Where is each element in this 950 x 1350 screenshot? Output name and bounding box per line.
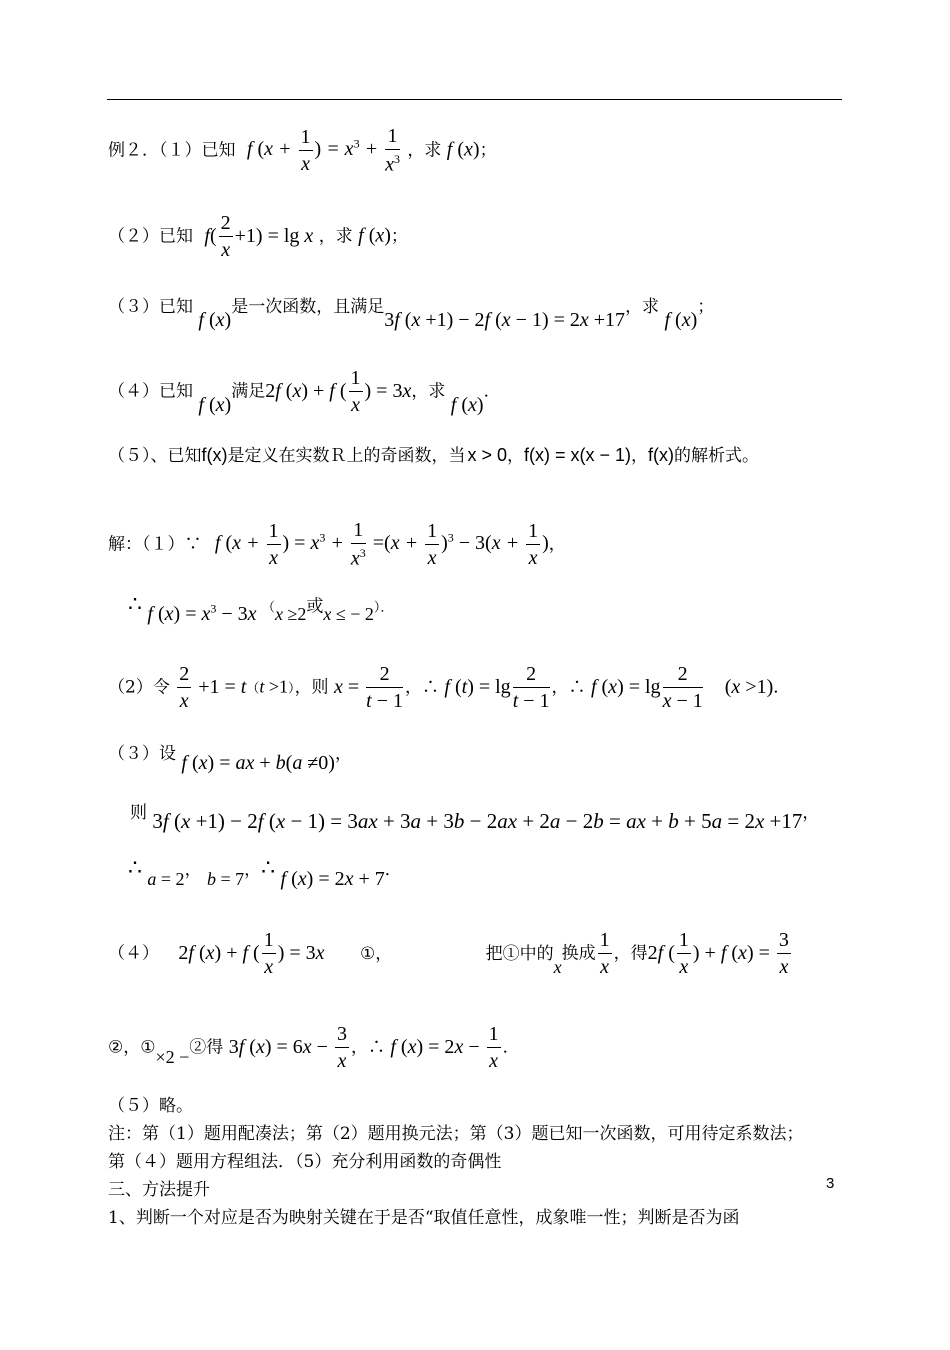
sol-part5: （５）略。 [108,1096,193,1116]
ex2-part3-equation: 3f (x +1) − 2f (x − 1) = 2x +17 [384,309,626,331]
ex2-part5-fx2: f(x) [648,445,675,465]
ex2-part4-ask: ，求 [411,381,446,402]
sol-part4-text2: 换成 [561,943,596,964]
ex2-part3-fx: f (x) [198,309,232,331]
sol-part2-sub: $\frac{2}{x}$ +1 = t [179,663,247,712]
ex2-part1: 例２．（１）已知 f (x + $\frac{1}{x}$ ) = $x^3$ + $\frac{1}{x^3}$ ，求 f (x)； [108,125,497,176]
sol-part4: （４） 2f (x) + f ( $\frac{1}{x}$ ) = 3x ①， 把①中的x换成 $\frac{1}{x}$ ，得2f ( $\frac{1}{x}$ ) + f (x) = $\frac{3}{x}$ [108,930,793,978]
sol-part2-label: （2）令 [108,677,170,698]
sol-part4-text3: ，得 [613,943,648,964]
sol-part4-mark2: ②，① [108,1037,156,1058]
ex2-part5-fx: f(x) [201,445,228,465]
sol-part4-eq2: 2f ( $\frac{1}{x}$ ) + f (x) = $\frac{3}{x}$ [647,929,789,978]
sol-part1-equation: f (x + $\frac{1}{x}$ ) = $x^3$ + $\frac{1}{x^3}$ =(x + $\frac{1}{x}$ )$^3$ − 3(x + $\frac{1}{x}$ ) [214,519,549,570]
sol-part1: 解：（１）∵ f (x + $\frac{1}{x}$ ) = $x^3$ + $\frac{1}{x^3}$ =(x + $\frac{1}{x}$ )$^3$ − 3(x + $\frac{1}{x}$ )， [108,519,566,570]
ex2-part3-target: f (x) [664,309,698,331]
sol-part4-eq1: 2f (x) + f ( $\frac{1}{x}$ ) = 3x [178,929,325,978]
sol-part1-or: 或 [306,596,324,617]
sol-part4-text1: 把①中的 [485,943,554,964]
ex2-part2-equation: f( $\frac{2}{x}$ +1) = lg x [204,212,314,261]
ex2-part1-ask: ，求 [407,140,442,161]
ex2-part4-label: （４）已知 [108,381,193,402]
sol-part2-then: ，则 [294,677,329,698]
ex2-part4-mid: 满足 [231,381,266,402]
sol-part2-ft: f (t) = lg $\frac{2}{t - 1}$ [444,663,550,712]
sol-part1-fx: f $(x) = x^3 - 3x$ [147,601,257,625]
sol-part2-x: x = $\frac{2}{t - 1}$ [333,663,403,712]
sol-part1-result: ∴ f $(x) = x^3 - 3x$ （x ≥2或x ≤ − 2）． [128,592,394,625]
ex2-part5-label: （５）、已知 [108,446,202,466]
ex2-part3-mid: 是一次函数，且满足 [231,297,385,317]
section-item-1: 1、判断一个对应是否为映射关键在于是否“取值任意性，成象唯一性；判断是否为函 [108,1208,740,1228]
ex2-part1-target: f (x) [446,138,480,161]
ex2-part4-target: f (x) [450,393,484,416]
sol-part3-expand: 则 3f (x +1) − 2f (x − 1) = 3ax + 3a + 3b − 2ax + 2a − 2b = ax + b + 5a = 2x +17， [130,803,820,833]
section-title: 三、方法提升 [108,1180,210,1200]
sol-part3-then: 则 [130,803,147,823]
ex2-part2-ask: ，求 [318,226,353,247]
sol-part4-result: ②，①×2 −②得 3f (x) = 6x − $\frac{3}{x}$ ，∴ f (x) = 2x − $\frac{1}{x}$ ． [108,1023,520,1072]
sol-part4-label: （４） [108,943,159,964]
sol-part4-mark1: ①， [359,943,393,964]
sol-part3-label: （３）设 [108,744,176,764]
ex2-part3: （３）已知 f (x)是一次函数，且满足3f (x +1) − 2f (x − 1) = 2x +17，求 f (x)； [108,297,715,331]
ex2-part1-equation: f (x + $\frac{1}{x}$ ) = $x^3$ + $\frac{1}{x^3}$ [246,125,400,176]
sol-part4-text4: ②得 [189,1037,224,1058]
sol-part2: （2）令 $\frac{2}{x}$ +1 = t（t >1），则 x = $\frac{2}{t - 1}$ ，∴ f (t) = lg $\frac{2}{t - 1}$ ，∴ f (x) = lg $\frac{2}{x - 1}$ (x >1)． [108,663,791,712]
ex2-part2-target: f (x) [358,224,391,247]
ex2-part5: （５）、已知f(x)是定义在实数Ｒ上的奇函数，当 x > 0，f(x) = x(x − 1)，f(x)的解析式。 [108,445,760,466]
ex2-part5-ask: 的解析式。 [674,446,760,466]
header-rule [107,99,842,100]
page-number: 3 [826,1175,835,1192]
note-line1: 注：第（1）题用配凑法；第（2）题用换元法；第（3）题已知一次函数，可用待定系数法； [108,1124,804,1144]
ex2-part2: （２）已知 f( $\frac{2}{x}$ +1) = lg x ，求 f (x)； [108,212,408,261]
sol-part3-equation: 3f (x +1) − 2f (x − 1) = 3ax + 3a + 3b − 2ax + 2a − 2b = ax + b + 5a = 2x +17 [152,809,803,833]
ex2-part3-ask: ，求 [625,297,660,317]
sol-part3-b: b = 7 [206,869,245,889]
ex2-part2-label: （２）已知 [108,226,193,247]
sol-part2-fx: f (x) = lg $\frac{2}{x - 1}$ (x >1) [590,663,774,712]
sol-label: 解：（１） [108,534,185,555]
note-line2: 第（４）题用方程组法．（5）充分利用函数的奇偶性 [108,1152,502,1172]
ex2-part5-text: 是定义在实数Ｒ上的奇函数，当 [227,446,466,466]
sol-part3: （３）设 f (x) = ax + b(a ≠0)， [108,744,352,774]
sol-part4-fx: f (x) = 2x − $\frac{1}{x}$ [390,1023,499,1072]
ex2-part4-equation: 2f (x) + f ( $\frac{1}{x}$ ) = 3x [265,367,412,416]
sol-part3-fx: f (x) = 2x + 7 [280,868,385,890]
ex2-part4-fx: f (x) [198,393,232,416]
ex2-part5-cond: x > 0 [467,445,508,465]
sol-part3-result: ∴ a = 2， b = 7，∴ f (x) = 2x + 7． [128,856,402,890]
sol-part1-therefore: ∴ [128,592,142,618]
sol-part4-eq3: 3f (x) = 6x − $\frac{3}{x}$ [228,1023,347,1072]
ex2-part1-label: 例２．（１）已知 [108,140,236,161]
sol-part3-a: a = 2 [147,869,185,889]
ex2-part3-label: （３）已知 [108,297,193,317]
sol-part3-assume: f (x) = ax + b(a ≠0) [181,752,335,774]
ex2-part5-def: f(x) = x(x − 1) [524,445,632,465]
ex2-part4: （４）已知 f (x)满足2f (x) + f ( $\frac{1}{x}$ ) = 3x，求 f (x)． [108,367,501,416]
